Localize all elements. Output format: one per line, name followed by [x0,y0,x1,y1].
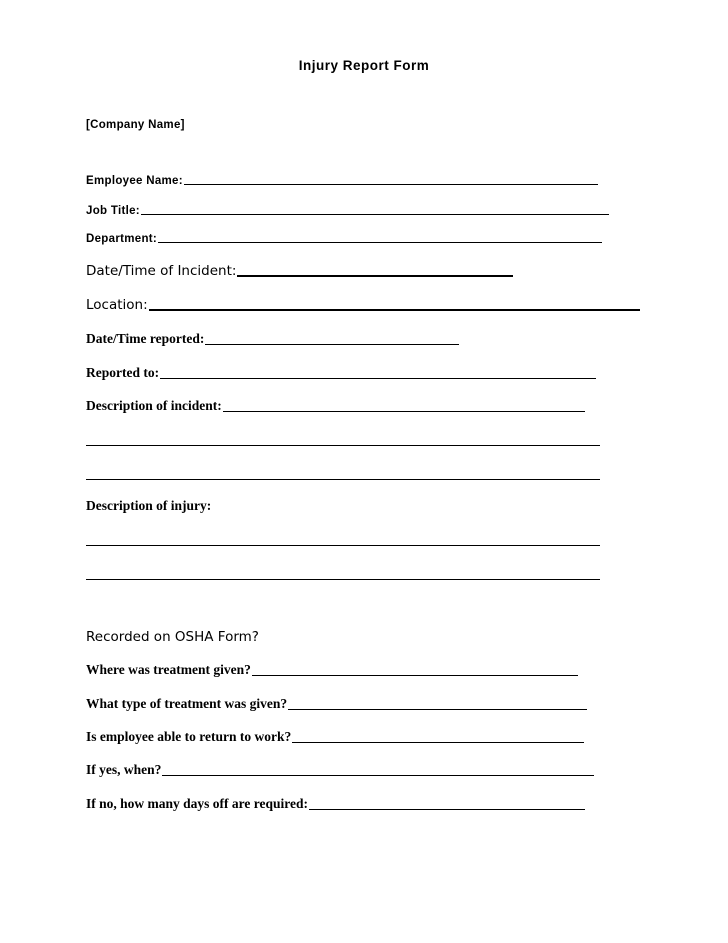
job-title-label: Job Title: [86,205,140,217]
job-title-row [86,205,609,217]
date-time-reported-label: Date/Time reported: [86,331,205,346]
recorded-osha-row [86,629,259,645]
date-time-reported-row [86,331,459,347]
description-injury-line-1[interactable] [86,545,600,546]
type-treatment-row [86,696,587,712]
date-time-incident-field[interactable] [237,275,513,277]
reported-to-row [86,365,596,381]
return-to-work-row [86,729,584,745]
description-injury-row [86,498,211,514]
employee-name-label: Employee Name: [86,175,183,187]
if-no-field[interactable] [309,809,585,810]
job-title-field[interactable] [141,214,609,215]
where-treatment-label: Where was treatment given? [86,662,251,677]
return-to-work-label: Is employee able to return to work? [86,729,292,744]
company-name-placeholder: [Company Name] [86,119,185,131]
description-incident-field[interactable] [223,411,585,412]
if-yes-field[interactable] [162,775,594,776]
page-title: Injury Report Form [298,58,430,73]
description-incident-row [86,398,585,414]
employee-name-field[interactable] [184,184,598,185]
if-no-label: If no, how many days off are required: [86,796,309,811]
if-no-row [86,796,585,812]
reported-to-field[interactable] [160,378,596,379]
if-yes-label: If yes, when? [86,762,162,777]
description-incident-line-3[interactable] [86,479,600,480]
description-incident-line-2[interactable] [86,445,600,446]
department-row [86,233,602,245]
department-label: Department: [86,233,158,245]
where-treatment-field[interactable] [252,675,578,676]
type-treatment-field[interactable] [288,709,587,710]
return-to-work-field[interactable] [292,742,584,743]
location-row [86,297,640,313]
date-time-incident-row [86,263,513,279]
department-field[interactable] [158,242,602,243]
location-field[interactable] [149,309,640,311]
employee-name-row [86,175,598,187]
date-time-incident-label: Date/Time of Incident: [86,263,237,279]
description-injury-line-2[interactable] [86,579,600,580]
location-label: Location: [86,297,148,313]
description-incident-label: Description of incident: [86,398,222,413]
reported-to-label: Reported to: [86,365,160,380]
where-treatment-row [86,662,578,678]
type-treatment-label: What type of treatment was given? [86,696,288,711]
date-time-reported-field[interactable] [205,344,459,345]
description-injury-label: Description of injury: [86,498,212,513]
if-yes-row [86,762,594,778]
recorded-osha-label: Recorded on OSHA Form? [86,629,259,645]
